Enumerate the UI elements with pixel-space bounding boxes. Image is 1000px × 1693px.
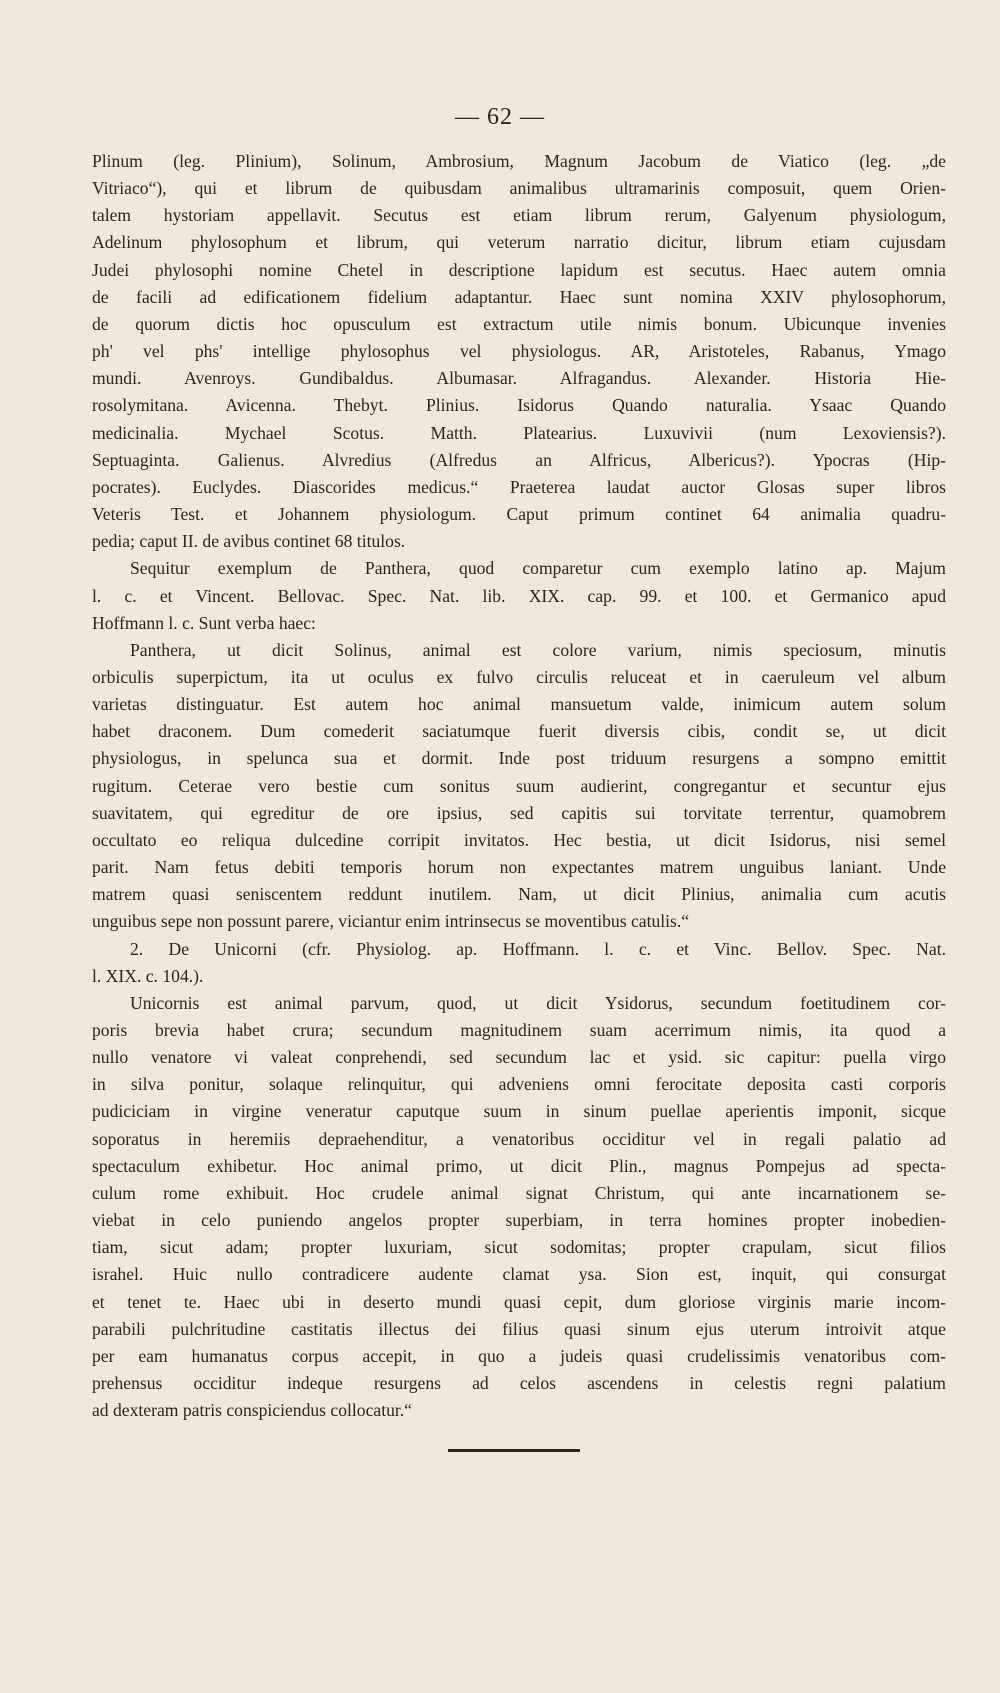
- text-line: medicinalia. Mychael Scotus. Matth. Platearius. Luxuvivii (num Lexoviensis?).: [92, 422, 946, 443]
- text-line: orbiculis superpictum, ita ut oculus ex fulvo circulis reluceat et in caeruleum vel album: [92, 666, 946, 687]
- text-line: mundi. Avenroys. Gundibaldus. Albumasar. Alfragandus. Alexander. Historia Hie-: [92, 368, 946, 389]
- text-line: physiologus, in spelunca sua et dormit. Inde post triduum resurgens a sompno emittit: [92, 748, 946, 769]
- text-line: Plinum (leg. Plinium), Solinum, Ambrosium, Magnum Jacobum de Viatico (leg. „de: [92, 151, 946, 171]
- text-line: viebat in celo puniendo angelos propter superbiam, in terra homines propter inobedien-: [92, 1210, 946, 1231]
- text-line: ph' vel phs' intellige phylosophus vel physiologus. AR, Aristoteles, Rabanus, Ymago: [92, 341, 946, 362]
- text-line: pedia; caput II. de avibus continet 68 titulos.: [92, 531, 406, 552]
- text-line: Hoffmann l. c. Sunt verba haec:: [92, 612, 316, 633]
- text-line: nullo venatore vi valeat conprehendi, sed secundum lac et ysid. sic capitur: puella virgo: [92, 1047, 946, 1068]
- text-line: matrem quasi seniscentem reddunt inutilem. Nam, ut dicit Plinius, animalia cum acutis: [92, 884, 946, 905]
- body-text: [92, 148, 946, 1424]
- text-line: poris brevia habet crura; secundum magnitudinem suam acerrimum nimis, ita quod a: [92, 1020, 946, 1040]
- text-line: Septuaginta. Galienus. Alvredius (Alfredus an Alfricus, Albericus?). Ypocras (Hip-: [92, 449, 946, 470]
- text-line: Vitriaco“), qui et librum de quibusdam animalibus ultramarinis composuit, quem Orien-: [92, 178, 946, 199]
- text-line: per eam humanatus corpus accepit, in quo a judeis quasi crudelissimis venatoribus com-: [92, 1345, 946, 1366]
- text-line: ad dexteram patris conspiciendus collocatur.“: [92, 1400, 412, 1421]
- text-line: 2. De Unicorni (cfr. Physiolog. ap. Hoffmann. l. c. et Vinc. Bellov. Spec. Nat.: [130, 938, 946, 959]
- end-rule: [448, 1449, 580, 1452]
- text-line: soporatus in heremiis depraehenditur, a venatoribus occiditur vel in regali palatio ad: [92, 1128, 946, 1149]
- text-line: suavitatem, qui egreditur de ore ipsius, sed capitis sui torvitate terrentur, quamobrem: [92, 802, 946, 823]
- text-line: talem hystoriam appellavit. Secutus est etiam librum rerum, Galyenum physiologum,: [92, 205, 946, 226]
- text-line: Panthera, ut dicit Solinus, animal est colore varium, nimis speciosum, minutis: [130, 639, 946, 660]
- text-line: spectaculum exhibetur. Hoc animal primo, ut dicit Plin., magnus Pompejus ad specta-: [92, 1155, 946, 1176]
- text-line: de facili ad edificationem fidelium adaptantur. Haec sunt nomina XXIV phylosophorum,: [92, 286, 946, 307]
- text-line: prehensus occiditur indeque resurgens ad celos ascendens in celestis regni palatium: [92, 1373, 946, 1394]
- text-line: l. XIX. c. 104.).: [92, 965, 204, 986]
- text-line: varietas distinguatur. Est autem hoc animal mansuetum valde, inimicum autem solum: [92, 694, 946, 715]
- text-line: Unicornis est animal parvum, quod, ut dicit Ysidorus, secundum foetitudinem cor-: [130, 992, 946, 1013]
- text-line: rosolymitana. Avicenna. Thebyt. Plinius. Isidorus Quando naturalia. Ysaac Quando: [92, 395, 946, 416]
- text-line: de quorum dictis hoc opusculum est extractum utile nimis bonum. Ubicunque invenies: [92, 313, 946, 334]
- text-line: Sequitur exemplum de Panthera, quod comparetur cum exemplo latino ap. Majum: [130, 558, 946, 579]
- text-line: Judei phylosophi nomine Chetel in descriptione lapidum est secutus. Haec autem omnia: [92, 259, 946, 280]
- text-line: in silva ponitur, solaque relinquitur, qui adveniens omni ferocitate deposita casti corporis: [92, 1074, 946, 1095]
- text-line: Adelinum phylosophum et librum, qui veterum narratio dicitur, librum etiam cujusdam: [92, 232, 946, 253]
- text-line: pudiciciam in virgine veneratur caputque suum in sinum puellae aperientis imponit, sicque: [92, 1101, 946, 1122]
- page-number: — 62 —: [455, 104, 545, 130]
- text-line: parabili pulchritudine castitatis illectus dei filius quasi sinum ejus uterum introivit atque: [92, 1318, 946, 1339]
- text-line: pocrates). Euclydes. Diascorides medicus.“ Praeterea laudat auctor Glosas super libros: [92, 476, 946, 497]
- text-line: tiam, sicut adam; propter luxuriam, sicut sodomitas; propter crapulam, sicut filios: [92, 1237, 946, 1258]
- text-line: habet draconem. Dum comederit saciatumque fuerit diversis cibis, condit se, ut dicit: [92, 721, 946, 742]
- text-line: culum rome exhibuit. Hoc crudele animal signat Christum, qui ante incarnationem se-: [92, 1182, 946, 1203]
- text-line: unguibus sepe non possunt parere, viciantur enim intrinsecus se moventibus catulis.“: [92, 911, 690, 932]
- text-line: parit. Nam fetus debiti temporis horum non expectantes matrem unguibus laniant. Unde: [92, 857, 946, 878]
- text-line: occultato eo reliqua dulcedine corripit invitatos. Hec bestia, ut dicit Isidorus, nisi semel: [92, 829, 946, 850]
- text-line: israhel. Huic nullo contradicere audente clamat ysa. Sion est, inquit, qui consurgat: [92, 1264, 946, 1285]
- text-line: Veteris Test. et Johannem physiologum. Caput primum continet 64 animalia quadru-: [92, 504, 946, 525]
- text-line: rugitum. Ceterae vero bestie cum sonitus suum audierint, congregantur et secuntur ejus: [92, 775, 946, 796]
- text-line: l. c. et Vincent. Bellovac. Spec. Nat. lib. XIX. cap. 99. et 100. et Germanico apud: [92, 585, 946, 606]
- text-line: et tenet te. Haec ubi in deserto mundi quasi cepit, dum gloriose virginis marie incom-: [92, 1291, 946, 1312]
